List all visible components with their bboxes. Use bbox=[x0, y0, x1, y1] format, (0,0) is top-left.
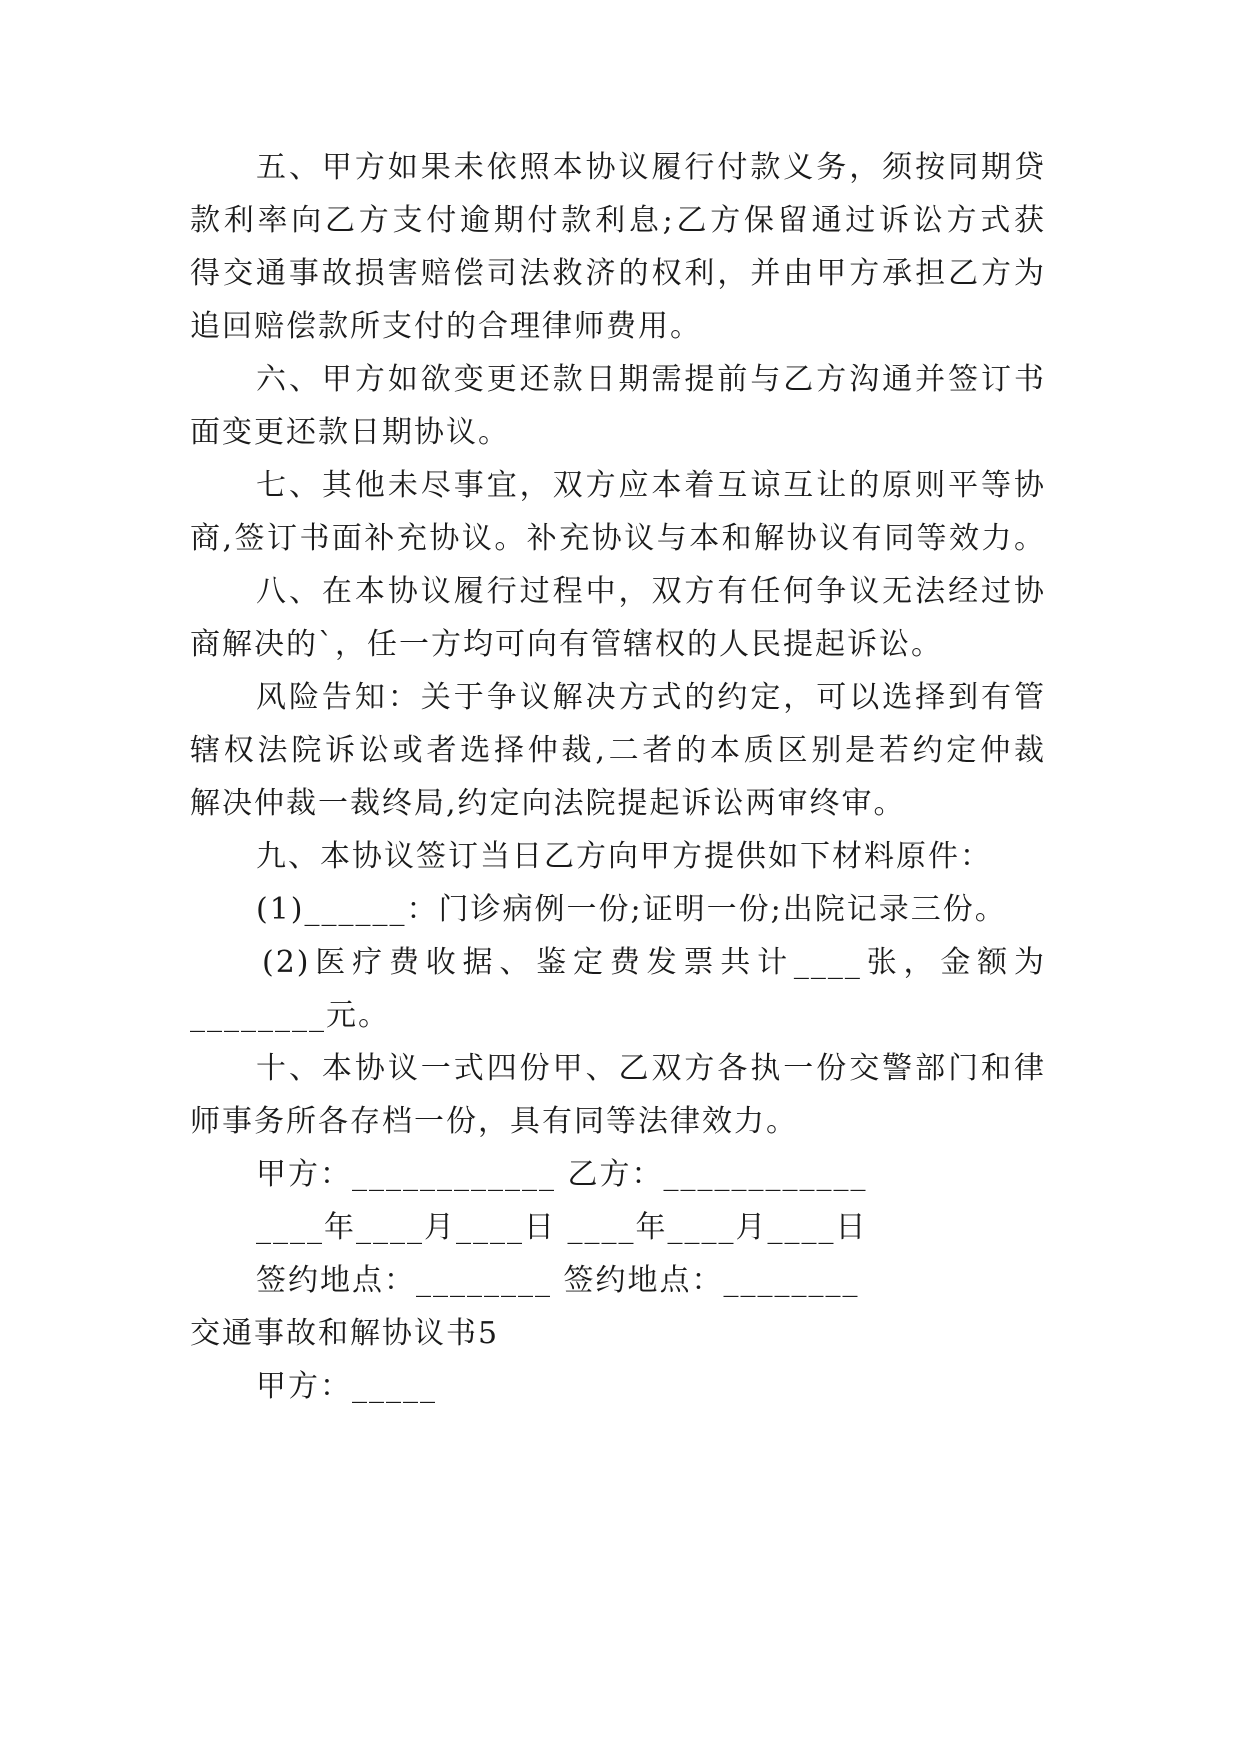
risk-notice-line-2: 辖权法院诉讼或者选择仲裁,二者的本质区别是若约定仲裁 bbox=[190, 733, 1046, 768]
material-item-2-line-2: ________元。 bbox=[190, 998, 390, 1033]
clause-7-line-2: 商,签订书面补充协议。补充协议与本和解协议有同等效力。 bbox=[190, 521, 1046, 556]
date-row: ____年____月____日 ____年____月____日 bbox=[256, 1210, 868, 1245]
clause-5-line-3: 得交通事故损害赔偿司法救济的权利，并由甲方承担乙方为 bbox=[190, 256, 1046, 291]
clause-6-line-2: 面变更还款日期协议。 bbox=[190, 415, 510, 450]
clause-10-line-2: 师事务所各存档一份，具有同等法律效力。 bbox=[190, 1104, 798, 1139]
next-agreement-title: 交通事故和解协议书5 bbox=[190, 1316, 500, 1351]
material-item-1: (1)______：门诊病例一份;证明一份;出院记录三份。 bbox=[256, 892, 1007, 927]
clause-9-line-1: 九、本协议签订当日乙方向甲方提供如下材料原件： bbox=[256, 839, 992, 874]
clause-7-line-1: 七、其他未尽事宜，双方应本着互谅互让的原则平等协 bbox=[256, 468, 1046, 503]
signing-place-row: 签约地点：________ 签约地点：________ bbox=[256, 1263, 860, 1298]
material-item-2-line-1: (2)医疗费收据、鉴定费发票共计____张，金额为 bbox=[262, 945, 1046, 980]
clause-8-line-1: 八、在本协议履行过程中，双方有任何争议无法经过协 bbox=[256, 574, 1046, 609]
clause-10-line-1: 十、本协议一式四份甲、乙双方各执一份交警部门和律 bbox=[256, 1051, 1046, 1086]
risk-notice-line-1: 风险告知：关于争议解决方式的约定，可以选择到有管 bbox=[256, 680, 1046, 715]
clause-5-line-1: 五、甲方如果未依照本协议履行付款义务，须按同期贷 bbox=[256, 150, 1046, 185]
clause-5-line-4: 追回赔偿款所支付的合理律师费用。 bbox=[190, 309, 702, 344]
clause-6-line-1: 六、甲方如欲变更还款日期需提前与乙方沟通并签订书 bbox=[256, 362, 1046, 397]
risk-notice-line-3: 解决仲裁一裁终局,约定向法院提起诉讼两审终审。 bbox=[190, 786, 906, 821]
clause-8-line-2: 商解决的`，任一方均可向有管辖权的人民提起诉讼。 bbox=[190, 627, 943, 662]
clause-5-line-2: 款利率向乙方支付逾期付款利息;乙方保留通过诉讼方式获 bbox=[190, 203, 1046, 238]
party-signature-row: 甲方：____________ 乙方：____________ bbox=[256, 1157, 868, 1192]
next-agreement-party-a: 甲方：_____ bbox=[256, 1369, 437, 1404]
